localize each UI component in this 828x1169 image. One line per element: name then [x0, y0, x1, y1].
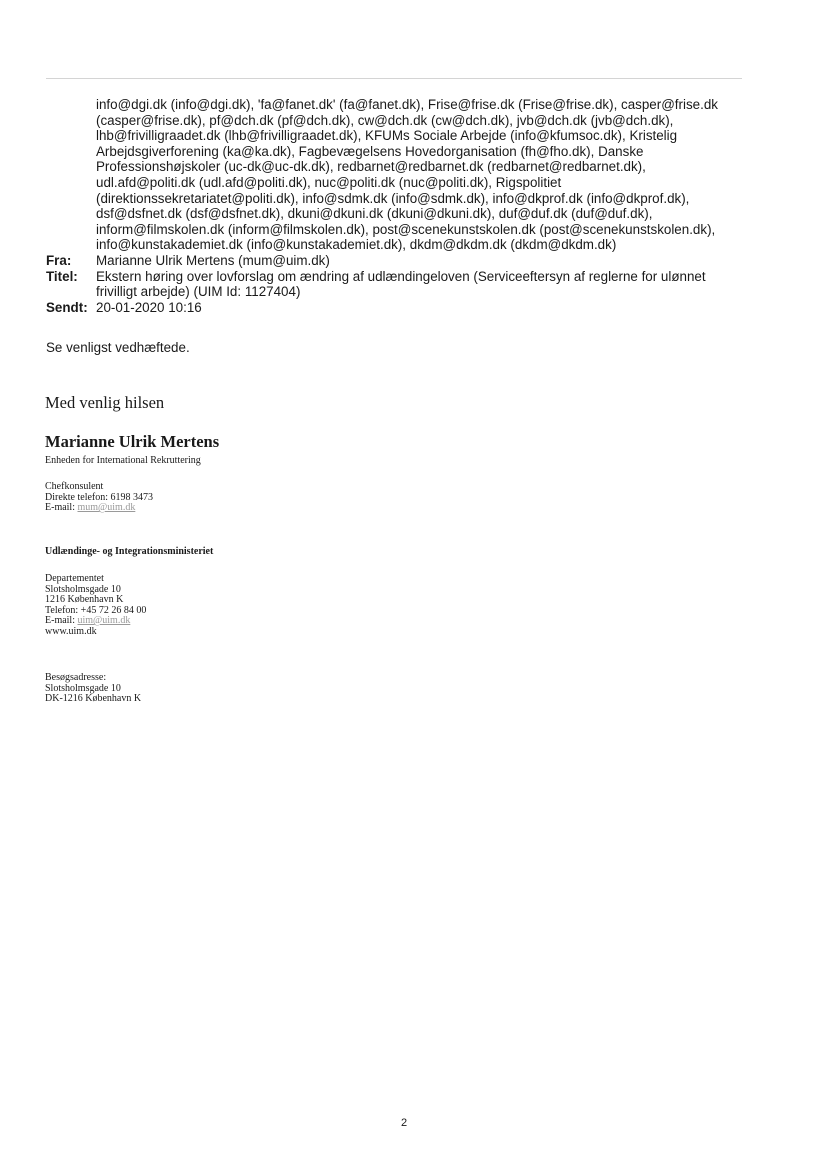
- sent-row: [46, 300, 746, 316]
- signature-unit: Enheden for International Rekruttering: [45, 455, 201, 466]
- sent-value: 20-01-2020 10:16: [96, 299, 202, 315]
- email-label: E-mail:: [45, 502, 78, 513]
- recipients-line: (casper@frise.dk), pf@dch.dk (pf@dch.dk), cw@dch.dk (cw@dch.dk), jvb@dch.dk (jvb@dch.dk),: [96, 112, 674, 128]
- from-label: Fra:: [46, 252, 72, 268]
- signature-name: Marianne Ulrik Mertens: [45, 432, 220, 451]
- ministry-telephone: Telefon: +45 72 26 84 00: [45, 604, 147, 616]
- signature-email-link[interactable]: mum@uim.dk: [77, 502, 136, 513]
- signature-phone: Direkte telefon: 6198 3473: [45, 491, 154, 503]
- recipients-line: udl.afd@politi.dk (udl.afd@politi.dk), nuc@politi.dk (nuc@politi.dk), Rigspolitiet: [96, 174, 562, 190]
- recipients-list: [46, 97, 746, 253]
- ministry-street: Slotsholmsgade 10: [45, 583, 121, 595]
- email-header: [46, 97, 746, 315]
- ministry-address: [45, 574, 146, 637]
- title-line: frivilligt arbejde) (UIM Id: 1127404): [96, 284, 301, 300]
- title-label: Titel:: [46, 268, 78, 284]
- signature-email-row: [45, 503, 153, 514]
- visit-address: [45, 673, 141, 705]
- recipients-line: (direktionssekretariatet@politi.dk), info@sdmk.dk (info@sdmk.dk), info@dkprof.dk (info@dkprof.dk),: [96, 190, 690, 206]
- closing-greeting: Med venlig hilsen: [45, 393, 165, 412]
- ministry-city: 1216 København K: [45, 594, 124, 605]
- recipients-line: inform@filmskolen.dk (inform@filmskolen.dk), post@scenekunstskolen.dk (post@scenekunstskolen.dk),: [96, 221, 716, 237]
- from-value: Marianne Ulrik Mertens (mum@uim.dk): [96, 252, 330, 268]
- ministry-email-link[interactable]: uim@uim.dk: [77, 615, 131, 626]
- ministry-dept: Departementet: [45, 573, 104, 584]
- header-divider: [46, 78, 742, 79]
- ministry-website[interactable]: www.uim.dk: [45, 625, 97, 637]
- ministry-name: Udlændinge- og Integrationsministeriet: [45, 546, 214, 557]
- recipients-line: Professionshøjskoler (uc-dk@uc-dk.dk), redbarnet@redbarnet.dk (redbarnet@redbarnet.dk),: [96, 159, 646, 175]
- visit-label: Besøgsadresse:: [45, 672, 107, 683]
- visit-street: Slotsholmsgade 10: [45, 682, 121, 694]
- ministry-email-row: [45, 616, 146, 627]
- recipients-line: dsf@dsfnet.dk (dsf@dsfnet.dk), dkuni@dkuni.dk (dkuni@dkuni.dk), duf@duf.dk (duf@duf.dk),: [96, 206, 653, 222]
- title-value: [96, 269, 746, 300]
- recipients-line: info@kunstakademiet.dk (info@kunstakademiet.dk), dkdm@dkdm.dk (dkdm@dkdm.dk): [96, 237, 617, 253]
- ministry-email-label: E-mail:: [45, 615, 78, 626]
- signature-contact: [45, 482, 153, 514]
- recipients-line: lhb@frivilligraadet.dk (lhb@frivilligraadet.dk), KFUMs Sociale Arbejde (info@kfumsoc.dk), Kristelig: [96, 128, 678, 144]
- visit-city: DK-1216 København K: [45, 693, 142, 704]
- sent-label: Sendt:: [46, 299, 88, 315]
- signature-position: Chefkonsulent: [45, 481, 104, 492]
- title-line: Ekstern høring over lovforslag om ændring af udlændingeloven (Serviceeftersyn af reglerne for ulønnet: [96, 268, 706, 284]
- recipients-line: Arbejdsgiverforening (ka@ka.dk), Fagbevægelsens Hovedorganisation (fh@fho.dk), Danske: [96, 143, 644, 159]
- recipients-line: info@dgi.dk (info@dgi.dk), 'fa@fanet.dk' (fa@fanet.dk), Frise@frise.dk (Frise@frise.dk), casper@frise.dk: [96, 97, 718, 112]
- from-row: [46, 253, 746, 269]
- page-number: 2: [400, 1117, 408, 1129]
- title-row: [46, 269, 746, 300]
- message-body: Se venligst vedhæftede.: [46, 340, 190, 355]
